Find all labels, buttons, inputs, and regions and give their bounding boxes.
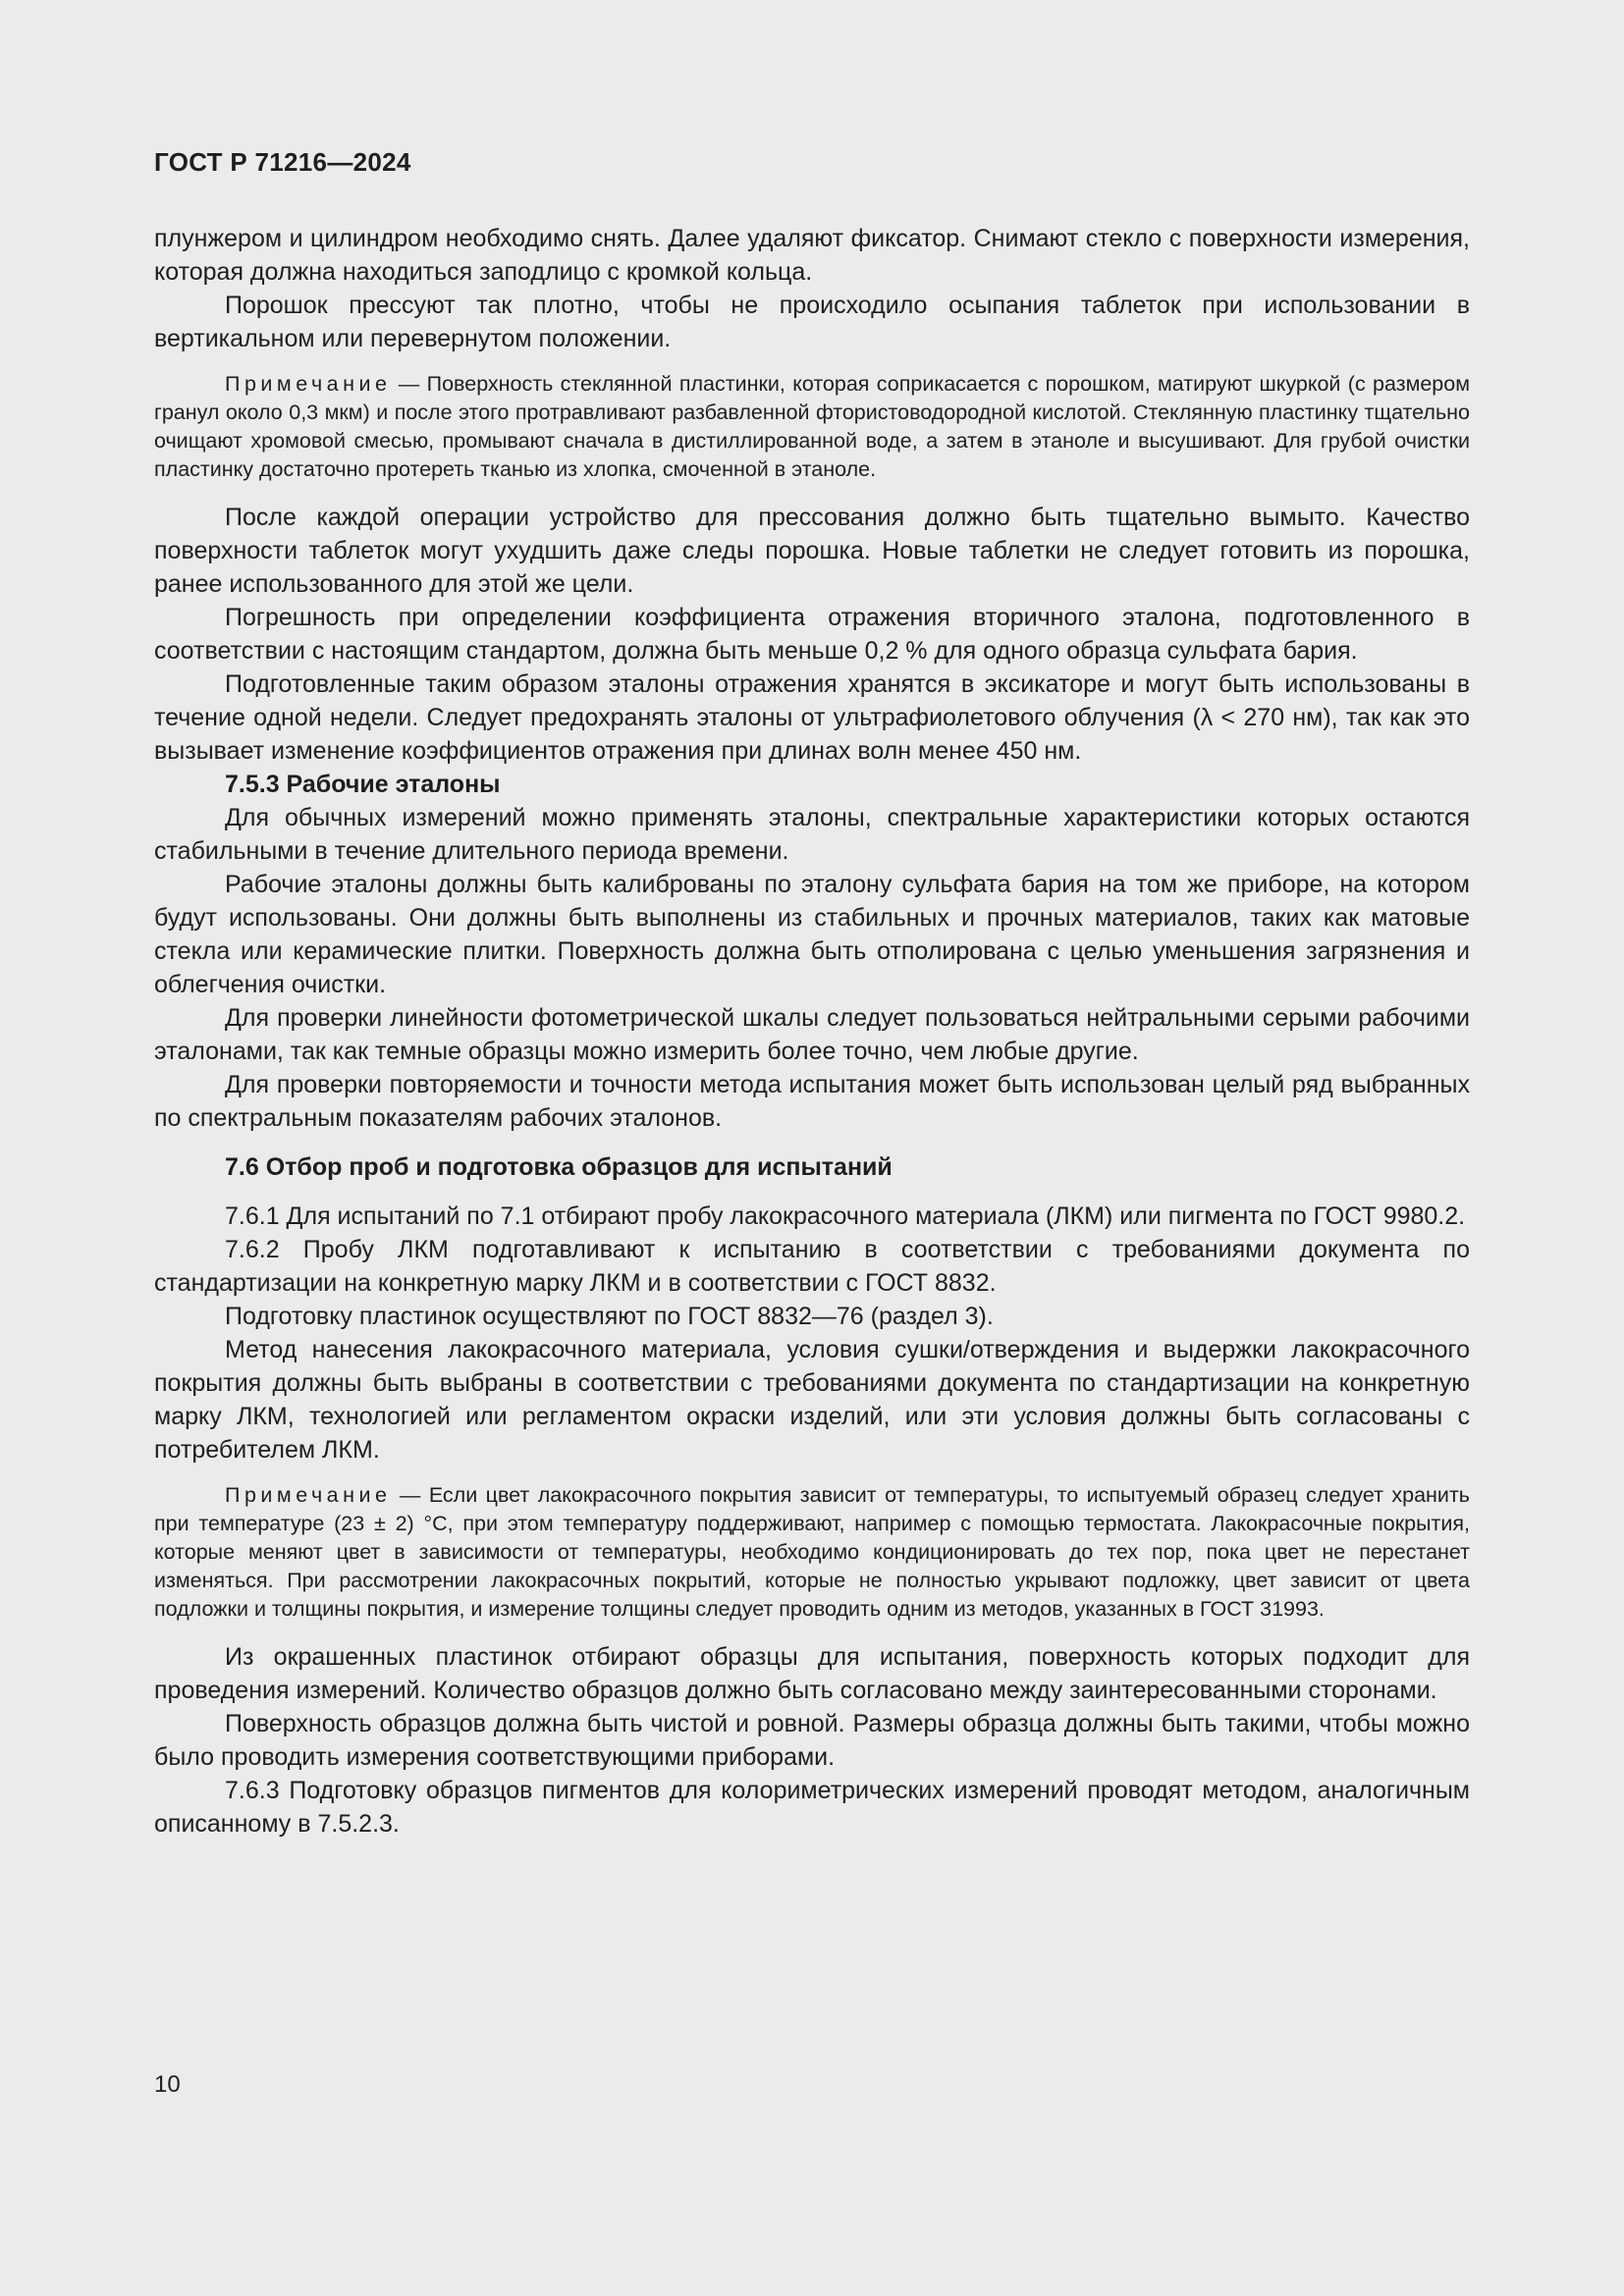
paragraph: 7.6.3 Подготовку образцов пигментов для колориметрических измерений проводят методом, аналогичным описанному в 7.5.2.3. [154,1777,1470,1838]
paragraph: Из окрашенных пластинок отбирают образцы для испытания, поверхность которых подходит для проведения измерений. Количество образцов должно быть согласовано между заинтересованными сторонами. [154,1643,1470,1704]
paragraph: Для проверки повторяемости и точности метода испытания может быть использован целый ряд выбранных по спектральным показателям рабочих эталонов. [154,1071,1470,1132]
note-text: — Если цвет лакокрасочного покрытия зависит от температуры, то испытуемый образец следует хранить при температуре (23 ± 2) °С, при этом температуру поддерживают, например с помощью термостата. Лакокрасочные покрытия, которые меняют цвет в зависимости от температуры, необходимо кондиционировать до тех пор, пока цвет не перестанет изменяться. При рассмотрении лакокрасочных покрытий, которые не полностью укрывают подложку, цвет зависит от цвета подложки и толщины покрытия, и измерение толщины следует проводить одним из методов, указанных в ГОСТ 31993. [154,1483,1470,1621]
paragraph: Для проверки линейности фотометрической шкалы следует пользоваться нейтральными серыми рабочими эталонами, так как темные образцы можно измерить более точно, чем любые другие. [154,1004,1470,1065]
paragraph: Порошок прессуют так плотно, чтобы не происходило осыпания таблеток при использовании в вертикальном или перевернутом положении. [154,292,1470,352]
paragraph: Для обычных измерений можно применять эталоны, спектральные характеристики которых остаются стабильными в течение длительного периода времени. [154,804,1470,865]
note-label: Примечание [225,372,392,396]
paragraph: 7.6.2 Пробу ЛКМ подготавливают к испытанию в соответствии с требованиями документа по стандартизации на конкретную марку ЛКМ и в соответствии с ГОСТ 8832. [154,1236,1470,1297]
paragraph: плунжером и цилиндром необходимо снять. Далее удаляют фиксатор. Снимают стекло с поверхности измерения, которая должна находиться заподлицо с кромкой кольца. [154,225,1470,286]
note-label: Примечание [225,1483,392,1507]
document-body [154,222,1470,1841]
paragraph: Подготовленные таким образом эталоны отражения хранятся в эксикаторе и могут быть использованы в течение одной недели. Следует предохранять эталоны от ультрафиолетового облучения (λ < 270 нм), так как это вызывает изменение коэффициентов отражения при длинах волн менее 450 нм. [154,670,1470,765]
document-header: ГОСТ Р 71216—2024 [154,147,411,177]
paragraph: После каждой операции устройство для прессования должно быть тщательно вымыто. Качество поверхности таблеток могут ухудшить даже следы порошка. Новые таблетки не следует готовить из порошка, ранее использованного для этой же цели. [154,504,1470,598]
paragraph: Метод нанесения лакокрасочного материала, условия сушки/отверждения и выдержки лакокрасочного покрытия должны быть выбраны в соответствии с требованиями документа по стандартизации на конкретную марку ЛКМ, технологией или регламентом окраски изделий, или эти условия должны быть согласованы с потребителем ЛКМ. [154,1336,1470,1464]
section-heading-7-6: 7.6 Отбор проб и подготовка образцов для испытаний [225,1153,893,1181]
paragraph: Подготовку пластинок осуществляют по ГОСТ 8832—76 (раздел 3). [225,1303,994,1330]
paragraph: Рабочие эталоны должны быть калиброваны по эталону сульфата бария на том же приборе, на котором будут использованы. Они должны быть выполнены из стабильных и прочных материалов, таких как матовые стекла или керамические плитки. Поверхность должна быть отполирована с целью уменьшения загрязнения и облегчения очистки. [154,871,1470,998]
page-number: 10 [154,2071,181,2098]
note-block [154,1481,1470,1624]
note-text: — Поверхность стеклянной пластинки, которая соприкасается с порошком, матируют шкуркой (с размером гранул около 0,3 мкм) и после этого протравливают разбавленной фтористоводородной кислотой. Стеклянную пластинку тщательно очищают хромовой смесью, промывают сначала в дистиллированной воде, а затем в этаноле и высушивают. Для грубой очистки пластинку достаточно протереть тканью из хлопка, смоченной в этаноле. [154,372,1470,481]
document-page [154,0,1470,2296]
note-block [154,370,1470,484]
paragraph: Погрешность при определении коэффициента отражения вторичного эталона, подготовленного в соответствии с настоящим стандартом, должна быть меньше 0,2 % для одного образца сульфата бария. [154,604,1470,665]
paragraph: 7.6.1 Для испытаний по 7.1 отбирают пробу лакокрасочного материала (ЛКМ) или пигмента по ГОСТ 9980.2. [225,1202,1466,1230]
subsection-heading-7-5-3: 7.5.3 Рабочие эталоны [225,771,501,798]
paragraph: Поверхность образцов должна быть чистой и ровной. Размеры образца должны быть такими, чтобы можно было проводить измерения соответствующими приборами. [154,1710,1470,1771]
